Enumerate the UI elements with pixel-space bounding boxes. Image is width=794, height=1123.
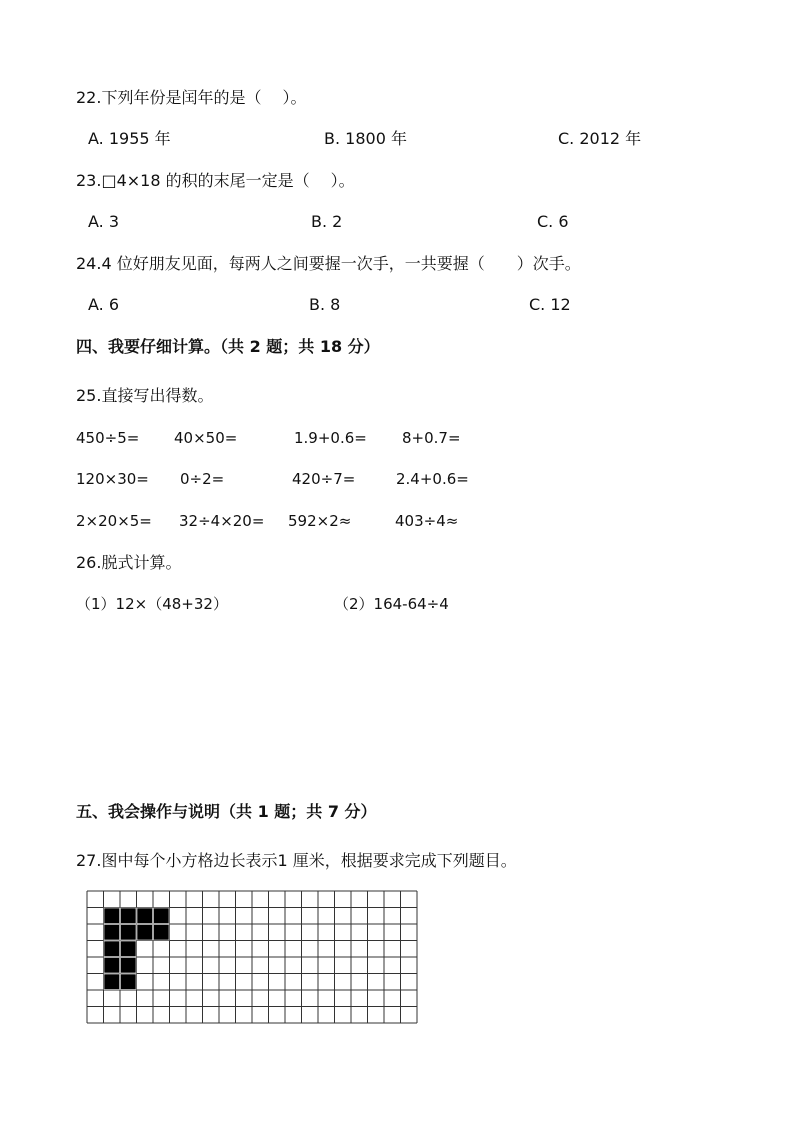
question-22-option-a[interactable]: A. 1955 年 [88,129,171,148]
filled-cell [120,974,137,991]
filled-cell [104,941,121,958]
question-22-option-c[interactable]: C. 2012 年 [558,129,642,148]
filled-cell [153,908,170,925]
filled-cell [120,941,137,958]
question-26-item-1: （1）12×（48+32） [76,595,228,613]
question-22-option-b[interactable]: B. 1800 年 [324,129,407,148]
filled-cell [104,957,121,974]
section-4-heading: 四、我要仔细计算。（共 2 题；共 18 分） [76,337,380,356]
calc-item: 1.9+0.6= [294,429,367,447]
calc-item: 450÷5= [76,429,140,447]
question-23-option-a[interactable]: A. 3 [88,212,120,231]
calc-item: 592×2≈ [288,512,352,530]
question-26-stem: 26.脱式计算。 [76,553,182,572]
question-26-item-2: （2）164-64÷4 [334,595,449,613]
question-27-stem: 27.图中每个小方格边长表示1 厘米，根据要求完成下列题目。 [76,851,517,870]
filled-cell [137,924,154,941]
question-25-stem: 25.直接写出得数。 [76,386,214,405]
filled-cell [104,974,121,991]
calc-item: 0÷2= [180,470,225,488]
filled-cell [137,908,154,925]
calc-item: 420÷7= [292,470,356,488]
calc-item: 120×30= [76,470,149,488]
calc-item: 403÷4≈ [395,512,459,530]
square-grid [86,890,422,1040]
question-23-option-c[interactable]: C. 6 [537,212,569,231]
calc-item: 8+0.7= [402,429,461,447]
question-24-option-c[interactable]: C. 12 [529,295,571,314]
question-24-option-b[interactable]: B. 8 [309,295,341,314]
calc-item: 2×20×5= [76,512,152,530]
calc-item: 32÷4×20= [179,512,265,530]
section-5-heading: 五、我会操作与说明（共 1 题；共 7 分） [76,802,377,821]
question-24-stem: 24.4 位好朋友见面，每两人之间要握一次手，一共要握（ ）次手。 [76,254,581,273]
calc-item: 40×50= [174,429,238,447]
calc-item: 2.4+0.6= [396,470,469,488]
question-22-stem: 22.下列年份是闰年的是（ ）。 [76,88,307,107]
question-23-stem: 23.□4×18 的积的末尾一定是（ ）。 [76,171,355,190]
filled-cell [104,908,121,925]
filled-cell [120,908,137,925]
filled-cell [104,924,121,941]
filled-cell [120,924,137,941]
filled-cell [120,957,137,974]
question-24-option-a[interactable]: A. 6 [88,295,120,314]
question-23-option-b[interactable]: B. 2 [311,212,343,231]
filled-cell [153,924,170,941]
